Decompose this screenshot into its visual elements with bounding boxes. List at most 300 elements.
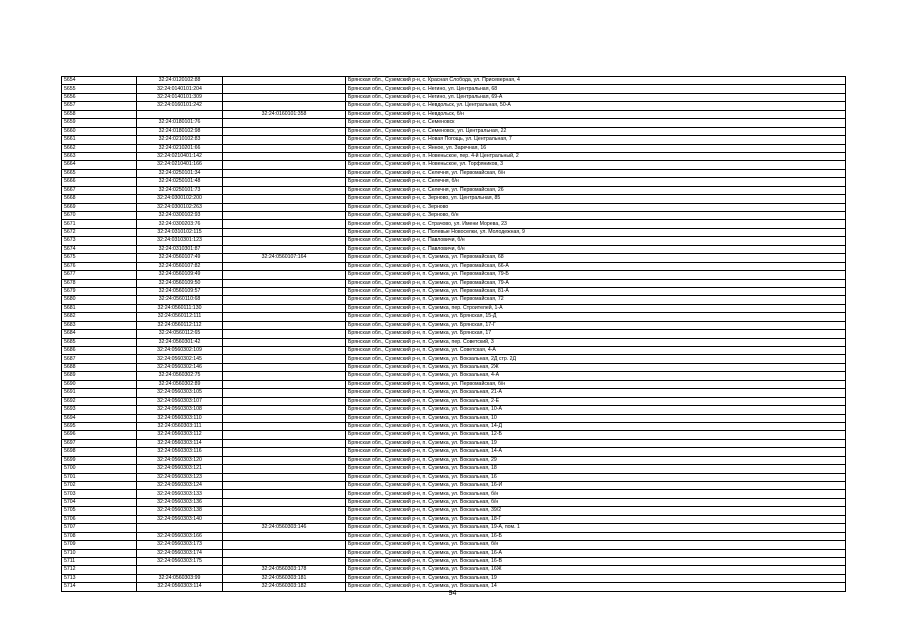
object-cadastral-number-cell — [223, 541, 346, 549]
address-cell: Брянская обл., Суземский р-н, с. Невдольск, б/н — [346, 110, 846, 118]
object-cadastral-number-cell: 32:24:0560303:178 — [223, 566, 346, 574]
land-cadastral-number-cell: 32:24:0560302:109 — [137, 347, 223, 355]
address-cell: Брянская обл., Суземский р-н, п. Суземка, ул. Первомайская, 68 — [346, 254, 846, 262]
object-cadastral-number-cell — [223, 473, 346, 481]
object-cadastral-number-cell — [223, 321, 346, 329]
table-row — [62, 178, 846, 186]
object-cadastral-number-cell — [223, 93, 346, 101]
table-row — [62, 330, 846, 338]
address-cell: Брянская обл., Суземский р-н, п. Суземка, ул. Вокзальная, 16 — [346, 473, 846, 481]
object-cadastral-number-cell — [223, 313, 346, 321]
table-row — [62, 228, 846, 236]
object-cadastral-number-cell — [223, 397, 346, 405]
address-cell: Брянская обл., Суземский р-н, п. Суземка, пер. Советский, 3 — [346, 338, 846, 346]
row-number-cell: 5695 — [62, 422, 137, 430]
table-row — [62, 161, 846, 169]
land-cadastral-number-cell: 32:24:0560302:145 — [137, 355, 223, 363]
address-cell: Брянская обл., Суземский р-н, с. Зерново, б/н — [346, 212, 846, 220]
row-number-cell: 5681 — [62, 304, 137, 312]
row-number-cell: 5675 — [62, 254, 137, 262]
row-number-cell: 5667 — [62, 186, 137, 194]
table-row — [62, 422, 846, 430]
object-cadastral-number-cell — [223, 136, 346, 144]
row-number-cell: 5680 — [62, 296, 137, 304]
object-cadastral-number-cell — [223, 279, 346, 287]
row-number-cell: 5679 — [62, 287, 137, 295]
table-row — [62, 355, 846, 363]
row-number-cell: 5685 — [62, 338, 137, 346]
table-row — [62, 524, 846, 532]
row-number-cell: 5678 — [62, 279, 137, 287]
address-cell: Брянская обл., Суземский р-н, п. Суземка, ул. Советская, 4-А — [346, 347, 846, 355]
row-number-cell: 5702 — [62, 482, 137, 490]
row-number-cell: 5700 — [62, 465, 137, 473]
land-cadastral-number-cell: 32:24:0210102:83 — [137, 136, 223, 144]
row-number-cell: 5693 — [62, 406, 137, 414]
row-number-cell: 5690 — [62, 380, 137, 388]
land-cadastral-number-cell: 32:24:0560107:49 — [137, 254, 223, 262]
object-cadastral-number-cell — [223, 228, 346, 236]
row-number-cell: 5655 — [62, 85, 137, 93]
land-cadastral-number-cell: 32:24:0310301:87 — [137, 245, 223, 253]
land-cadastral-number-cell: 32:24:0560302:75 — [137, 372, 223, 380]
address-cell: Брянская обл., Суземский р-н, п. Суземка, ул. Вокзальная, 19 — [346, 574, 846, 582]
address-cell: Брянская обл., Суземский р-н, с. Павловичи, б/н — [346, 237, 846, 245]
address-cell: Брянская обл., Суземский р-н, п. Суземка, ул. Вокзальная, 18 — [346, 465, 846, 473]
object-cadastral-number-cell — [223, 296, 346, 304]
row-number-cell: 5708 — [62, 532, 137, 540]
table-row — [62, 321, 846, 329]
table-row — [62, 144, 846, 152]
address-cell: Брянская обл., Суземский р-н, с. Селечня, ул. Первомайская, б/н — [346, 169, 846, 177]
row-number-cell: 5713 — [62, 574, 137, 582]
row-number-cell: 5684 — [62, 330, 137, 338]
land-cadastral-number-cell: 32:24:0560301:42 — [137, 338, 223, 346]
table-row — [62, 119, 846, 127]
address-cell: Брянская обл., Суземский р-н, п. Суземка, ул. Вокзальная, 19-А, пом. 1 — [346, 524, 846, 532]
row-number-cell: 5676 — [62, 262, 137, 270]
table-row — [62, 574, 846, 582]
object-cadastral-number-cell — [223, 355, 346, 363]
address-cell: Брянская обл., Суземский р-н, п. Суземка, ул. Вокзальная, 2Д стр. 2Д — [346, 355, 846, 363]
table-row — [62, 532, 846, 540]
object-cadastral-number-cell — [223, 127, 346, 135]
address-cell: Брянская обл., Суземский р-н, с. Зерново — [346, 203, 846, 211]
row-number-cell: 5673 — [62, 237, 137, 245]
row-number-cell: 5668 — [62, 195, 137, 203]
address-cell: Брянская обл., Суземский р-н, п. Суземка, ул. Вокзальная, 16Ж — [346, 566, 846, 574]
address-cell: Брянская обл., Суземский р-н, п. Суземка, ул. Вокзальная, б/н — [346, 490, 846, 498]
table-row — [62, 490, 846, 498]
land-cadastral-number-cell: 32:24:0310102:115 — [137, 228, 223, 236]
land-cadastral-number-cell: 32:24:0560303:107 — [137, 397, 223, 405]
table-row — [62, 448, 846, 456]
land-cadastral-number-cell: 32:24:0560112:65 — [137, 330, 223, 338]
address-cell: Брянская обл., Суземский р-н, п. Суземка, ул. Вокзальная, 21-А — [346, 389, 846, 397]
land-cadastral-number-cell: 32:24:0560303:121 — [137, 465, 223, 473]
row-number-cell: 5687 — [62, 355, 137, 363]
land-cadastral-number-cell: 32:24:0560112:111 — [137, 313, 223, 321]
table-row — [62, 296, 846, 304]
address-cell: Брянская обл., Суземский р-н, п. Суземка, ул. Вокзальная, 18-Г — [346, 515, 846, 523]
table-row — [62, 431, 846, 439]
land-cadastral-number-cell — [137, 566, 223, 574]
object-cadastral-number-cell — [223, 448, 346, 456]
land-cadastral-number-cell: 32:24:0250101:48 — [137, 178, 223, 186]
address-cell: Брянская обл., Суземский р-н, п. Суземка, ул. Брянская, 17-Г — [346, 321, 846, 329]
row-number-cell: 5670 — [62, 212, 137, 220]
table-row — [62, 372, 846, 380]
row-number-cell: 5658 — [62, 110, 137, 118]
address-cell: Брянская обл., Суземский р-н, п. Суземка, ул. Вокзальная, 10-А — [346, 406, 846, 414]
land-cadastral-number-cell: 32:24:0560303:175 — [137, 557, 223, 565]
table-row — [62, 220, 846, 228]
address-cell: Брянская обл., Суземский р-н, с. Новая Погощь, ул. Центральная, 7 — [346, 136, 846, 144]
land-cadastral-number-cell: 32:24:0210401:166 — [137, 161, 223, 169]
table-row — [62, 203, 846, 211]
object-cadastral-number-cell — [223, 549, 346, 557]
row-number-cell: 5696 — [62, 431, 137, 439]
address-cell: Брянская обл., Суземский р-н, п. Суземка, ул. Первомайская, 79-А — [346, 279, 846, 287]
object-cadastral-number-cell — [223, 203, 346, 211]
object-cadastral-number-cell — [223, 330, 346, 338]
land-cadastral-number-cell: 32:24:0160101:242 — [137, 102, 223, 110]
land-cadastral-number-cell: 32:24:0300102:263 — [137, 203, 223, 211]
table-row — [62, 85, 846, 93]
table-row — [62, 93, 846, 101]
address-cell: Брянская обл., Суземский р-н, п. Суземка, ул. Вокзальная, 10 — [346, 414, 846, 422]
address-cell: Брянская обл., Суземский р-н, п. Суземка, ул. Брянская, 15-Д — [346, 313, 846, 321]
object-cadastral-number-cell — [223, 338, 346, 346]
object-cadastral-number-cell — [223, 532, 346, 540]
table-row — [62, 557, 846, 565]
land-cadastral-number-cell: 32:24:0140101:204 — [137, 85, 223, 93]
row-number-cell: 5688 — [62, 363, 137, 371]
land-cadastral-number-cell: 32:24:0560111:130 — [137, 304, 223, 312]
land-cadastral-number-cell: 32:24:0180101:76 — [137, 119, 223, 127]
address-cell: Брянская обл., Суземский р-н, п. Суземка, ул. Вокзальная, 2-Е — [346, 397, 846, 405]
table-row — [62, 507, 846, 515]
land-cadastral-number-cell: 32:24:0560303:111 — [137, 422, 223, 430]
address-cell: Брянская обл., Суземский р-н, п. Суземка, ул. Первомайская, б/н — [346, 380, 846, 388]
row-number-cell: 5697 — [62, 439, 137, 447]
land-cadastral-number-cell: 32:24:0560303:174 — [137, 549, 223, 557]
table-row — [62, 110, 846, 118]
land-cadastral-number-cell: 32:24:0250101:73 — [137, 186, 223, 194]
row-number-cell: 5707 — [62, 524, 137, 532]
row-number-cell: 5701 — [62, 473, 137, 481]
land-cadastral-number-cell: 32:24:0560303:124 — [137, 482, 223, 490]
table-row — [62, 195, 846, 203]
row-number-cell: 5682 — [62, 313, 137, 321]
object-cadastral-number-cell — [223, 195, 346, 203]
row-number-cell: 5711 — [62, 557, 137, 565]
row-number-cell: 5664 — [62, 161, 137, 169]
land-cadastral-number-cell: 32:24:0210401:142 — [137, 152, 223, 160]
address-cell: Брянская обл., Суземский р-н, с. Негино, ул. Центральная, 69-А — [346, 93, 846, 101]
table-row — [62, 465, 846, 473]
object-cadastral-number-cell — [223, 271, 346, 279]
address-cell: Брянская обл., Суземский р-н, п. Суземка, ул. Первомайская, 79-Б — [346, 271, 846, 279]
row-number-cell: 5660 — [62, 127, 137, 135]
row-number-cell: 5703 — [62, 490, 137, 498]
table-row — [62, 456, 846, 464]
object-cadastral-number-cell — [223, 465, 346, 473]
row-number-cell: 5669 — [62, 203, 137, 211]
row-number-cell: 5671 — [62, 220, 137, 228]
object-cadastral-number-cell — [223, 220, 346, 228]
land-cadastral-number-cell: 32:24:0560302:89 — [137, 380, 223, 388]
object-cadastral-number-cell — [223, 507, 346, 515]
row-number-cell: 5692 — [62, 397, 137, 405]
row-number-cell: 5694 — [62, 414, 137, 422]
object-cadastral-number-cell: 32:24:0560303:182 — [223, 583, 346, 591]
table-row — [62, 279, 846, 287]
address-cell: Брянская обл., Суземский р-н, п. Суземка, ул. Вокзальная, б/н — [346, 541, 846, 549]
register-table-body — [62, 77, 846, 592]
table-row — [62, 566, 846, 574]
table-row — [62, 389, 846, 397]
object-cadastral-number-cell — [223, 557, 346, 565]
address-cell: Брянская обл., Суземский р-н, п. Суземка, ул. Вокзальная, 2Ж — [346, 363, 846, 371]
object-cadastral-number-cell — [223, 380, 346, 388]
row-number-cell: 5691 — [62, 389, 137, 397]
row-number-cell: 5661 — [62, 136, 137, 144]
land-cadastral-number-cell: 32:24:0300102:93 — [137, 212, 223, 220]
address-cell: Брянская обл., Суземский р-н, п. Суземка, ул. Вокзальная, 14 — [346, 583, 846, 591]
land-cadastral-number-cell: 32:24:0180102:98 — [137, 127, 223, 135]
table-row — [62, 406, 846, 414]
row-number-cell: 5689 — [62, 372, 137, 380]
address-cell: Брянская обл., Суземский р-н, п. Новеньское, ул. Торфяников, 3 — [346, 161, 846, 169]
object-cadastral-number-cell — [223, 152, 346, 160]
table-row — [62, 549, 846, 557]
land-cadastral-number-cell: 32:24:0560303:173 — [137, 541, 223, 549]
land-cadastral-number-cell: 32:24:0300102:200 — [137, 195, 223, 203]
object-cadastral-number-cell — [223, 439, 346, 447]
address-cell: Брянская обл., Суземский р-н, с. Павловичи, б/н — [346, 245, 846, 253]
object-cadastral-number-cell — [223, 482, 346, 490]
land-cadastral-number-cell: 32:24:0560303:116 — [137, 448, 223, 456]
object-cadastral-number-cell — [223, 498, 346, 506]
address-cell: Брянская обл., Суземский р-н, с. Селечня, ул. Первомайская, 26 — [346, 186, 846, 194]
address-cell: Брянская обл., Суземский р-н, п. Суземка, ул. Вокзальная, 16-В — [346, 557, 846, 565]
object-cadastral-number-cell: 32:24:0560303:181 — [223, 574, 346, 582]
table-row — [62, 152, 846, 160]
row-number-cell: 5656 — [62, 93, 137, 101]
row-number-cell: 5709 — [62, 541, 137, 549]
object-cadastral-number-cell — [223, 262, 346, 270]
land-cadastral-number-cell: 32:24:0560107:82 — [137, 262, 223, 270]
address-cell: Брянская обл., Суземский р-н, с. Семеновск — [346, 119, 846, 127]
table-row — [62, 347, 846, 355]
table-row — [62, 102, 846, 110]
land-cadastral-number-cell: 32:24:0300203:76 — [137, 220, 223, 228]
object-cadastral-number-cell: 32:24:0560303:146 — [223, 524, 346, 532]
table-row — [62, 77, 846, 85]
table-row — [62, 287, 846, 295]
table-row — [62, 262, 846, 270]
land-cadastral-number-cell: 32:24:0250101:34 — [137, 169, 223, 177]
object-cadastral-number-cell — [223, 347, 346, 355]
land-cadastral-number-cell: 32:24:0560303:112 — [137, 431, 223, 439]
table-row — [62, 338, 846, 346]
address-cell: Брянская обл., Суземский р-н, п. Суземка, ул. Вокзальная, б/н — [346, 498, 846, 506]
object-cadastral-number-cell — [223, 287, 346, 295]
land-cadastral-number-cell: 32:24:0560112:112 — [137, 321, 223, 329]
object-cadastral-number-cell — [223, 237, 346, 245]
address-cell: Брянская обл., Суземский р-н, п. Суземка, ул. Первомайская, 72 — [346, 296, 846, 304]
address-cell: Брянская обл., Суземский р-н, п. Суземка, ул. Вокзальная, 14-Д — [346, 422, 846, 430]
row-number-cell: 5657 — [62, 102, 137, 110]
row-number-cell: 5712 — [62, 566, 137, 574]
table-row — [62, 498, 846, 506]
register-table — [61, 76, 846, 592]
land-cadastral-number-cell: 32:24:0140101:309 — [137, 93, 223, 101]
row-number-cell: 5686 — [62, 347, 137, 355]
object-cadastral-number-cell — [223, 245, 346, 253]
address-cell: Брянская обл., Суземский р-н, п. Суземка, ул. Вокзальная, 4-А — [346, 372, 846, 380]
object-cadastral-number-cell — [223, 304, 346, 312]
object-cadastral-number-cell — [223, 363, 346, 371]
land-cadastral-number-cell: 32:24:0560303:133 — [137, 490, 223, 498]
row-number-cell: 5659 — [62, 119, 137, 127]
row-number-cell: 5665 — [62, 169, 137, 177]
table-row — [62, 186, 846, 194]
address-cell: Брянская обл., Суземский р-н, п. Суземка, ул. Вокзальная, 16-Б — [346, 532, 846, 540]
object-cadastral-number-cell — [223, 490, 346, 498]
table-row — [62, 136, 846, 144]
table-row — [62, 439, 846, 447]
address-cell: Брянская обл., Суземский р-н, с. Красная Слобода, ул. Присеверная, 4 — [346, 77, 846, 85]
table-row — [62, 363, 846, 371]
address-cell: Брянская обл., Суземский р-н, п. Суземка, ул. Первомайская, 81-А — [346, 287, 846, 295]
land-cadastral-number-cell: 32:24:0560303:140 — [137, 515, 223, 523]
object-cadastral-number-cell — [223, 77, 346, 85]
address-cell: Брянская обл., Суземский р-н, п. Суземка, ул. Вокзальная, 12-Б — [346, 431, 846, 439]
row-number-cell: 5672 — [62, 228, 137, 236]
row-number-cell: 5663 — [62, 152, 137, 160]
object-cadastral-number-cell — [223, 102, 346, 110]
table-row — [62, 482, 846, 490]
land-cadastral-number-cell: 32:24:0560110:68 — [137, 296, 223, 304]
table-row — [62, 127, 846, 135]
object-cadastral-number-cell — [223, 144, 346, 152]
land-cadastral-number-cell: 32:24:0560303:138 — [137, 507, 223, 515]
address-cell: Брянская обл., Суземский р-н, п. Суземка, ул. Вокзальная, 14-А — [346, 448, 846, 456]
land-cadastral-number-cell: 32:24:0310301:123 — [137, 237, 223, 245]
land-cadastral-number-cell — [137, 110, 223, 118]
land-cadastral-number-cell: 32:24:0560303:105 — [137, 389, 223, 397]
page-number: 94 — [448, 590, 457, 597]
address-cell: Брянская обл., Суземский р-н, с. Невдольск, ул. Центральная, 50-А — [346, 102, 846, 110]
row-number-cell: 5704 — [62, 498, 137, 506]
land-cadastral-number-cell: 32:24:0560303:120 — [137, 456, 223, 464]
object-cadastral-number-cell — [223, 431, 346, 439]
land-cadastral-number-cell: 32:24:0560303:114 — [137, 439, 223, 447]
table-row — [62, 304, 846, 312]
row-number-cell: 5714 — [62, 583, 137, 591]
land-cadastral-number-cell: 32:24:0560303:110 — [137, 414, 223, 422]
address-cell: Брянская обл., Суземский р-н, с. Страчово, ул. Имени Морева, 23 — [346, 220, 846, 228]
address-cell: Брянская обл., Суземский р-н, п. Суземка, ул. Брянская, 17 — [346, 330, 846, 338]
address-cell: Брянская обл., Суземский р-н, п. Суземка, ул. Первомайская, 66-А — [346, 262, 846, 270]
address-cell: Брянская обл., Суземский р-н, п. Суземка, пер. Строителей, 1-А — [346, 304, 846, 312]
address-cell: Брянская обл., Суземский р-н, п. Суземка, ул. Вокзальная, 19 — [346, 439, 846, 447]
table-row — [62, 271, 846, 279]
address-cell: Брянская обл., Суземский р-н, п. Суземка, ул. Вокзальная, 16-А — [346, 549, 846, 557]
object-cadastral-number-cell — [223, 389, 346, 397]
table-row — [62, 237, 846, 245]
row-number-cell: 5706 — [62, 515, 137, 523]
table-row — [62, 313, 846, 321]
object-cadastral-number-cell — [223, 422, 346, 430]
row-number-cell: 5674 — [62, 245, 137, 253]
land-cadastral-number-cell: 32:24:0560303:123 — [137, 473, 223, 481]
address-cell: Брянская обл., Суземский р-н, п. Суземка, ул. Вокзальная, 29 — [346, 456, 846, 464]
table-row — [62, 473, 846, 481]
table-row — [62, 254, 846, 262]
object-cadastral-number-cell: 32:24:0160101:358 — [223, 110, 346, 118]
land-cadastral-number-cell: 32:24:0210201:66 — [137, 144, 223, 152]
land-cadastral-number-cell: 32:24:0560303:99 — [137, 574, 223, 582]
object-cadastral-number-cell — [223, 85, 346, 93]
land-cadastral-number-cell: 32:24:0560303:108 — [137, 406, 223, 414]
row-number-cell: 5677 — [62, 271, 137, 279]
row-number-cell: 5699 — [62, 456, 137, 464]
object-cadastral-number-cell — [223, 212, 346, 220]
row-number-cell: 5662 — [62, 144, 137, 152]
table-row — [62, 212, 846, 220]
address-cell: Брянская обл., Суземский р-н, с. Негино, ул. Центральная, 68 — [346, 85, 846, 93]
land-cadastral-number-cell: 32:24:0560109:57 — [137, 287, 223, 295]
land-cadastral-number-cell: 32:24:0120102:88 — [137, 77, 223, 85]
table-row — [62, 169, 846, 177]
object-cadastral-number-cell — [223, 406, 346, 414]
object-cadastral-number-cell — [223, 119, 346, 127]
address-cell: Брянская обл., Суземский р-н, с. Полевые Новоселки, ул. Молодежная, 9 — [346, 228, 846, 236]
object-cadastral-number-cell: 32:24:0560107:164 — [223, 254, 346, 262]
table-row — [62, 380, 846, 388]
land-cadastral-number-cell — [137, 524, 223, 532]
row-number-cell: 5654 — [62, 77, 137, 85]
address-cell: Брянская обл., Суземский р-н, с. Зерново, ул. Центральная, 85 — [346, 195, 846, 203]
object-cadastral-number-cell — [223, 178, 346, 186]
object-cadastral-number-cell — [223, 456, 346, 464]
land-cadastral-number-cell: 32:24:0560109:49 — [137, 271, 223, 279]
land-cadastral-number-cell: 32:24:0560303:114 — [137, 583, 223, 591]
address-cell: Брянская обл., Суземский р-н, п. Суземка, ул. Вокзальная, 39/2 — [346, 507, 846, 515]
table-row — [62, 414, 846, 422]
land-cadastral-number-cell: 32:24:0560109:50 — [137, 279, 223, 287]
table-row — [62, 541, 846, 549]
address-cell: Брянская обл., Суземский р-н, п. Суземка, ул. Вокзальная, 16-И — [346, 482, 846, 490]
row-number-cell: 5705 — [62, 507, 137, 515]
object-cadastral-number-cell — [223, 169, 346, 177]
land-cadastral-number-cell: 32:24:0560303:136 — [137, 498, 223, 506]
object-cadastral-number-cell — [223, 161, 346, 169]
address-cell: Брянская обл., Суземский р-н, п. Новеньское, пер. 4-й Центральный, 2 — [346, 152, 846, 160]
land-cadastral-number-cell: 32:24:0560302:146 — [137, 363, 223, 371]
object-cadastral-number-cell — [223, 186, 346, 194]
object-cadastral-number-cell — [223, 414, 346, 422]
object-cadastral-number-cell — [223, 515, 346, 523]
address-cell: Брянская обл., Суземский р-н, с. Селечня, б/н — [346, 178, 846, 186]
address-cell: Брянская обл., Суземский р-н, с. Семеновск, ул. Центральная, 22 — [346, 127, 846, 135]
object-cadastral-number-cell — [223, 372, 346, 380]
land-cadastral-number-cell: 32:24:0560303:166 — [137, 532, 223, 540]
row-number-cell: 5698 — [62, 448, 137, 456]
